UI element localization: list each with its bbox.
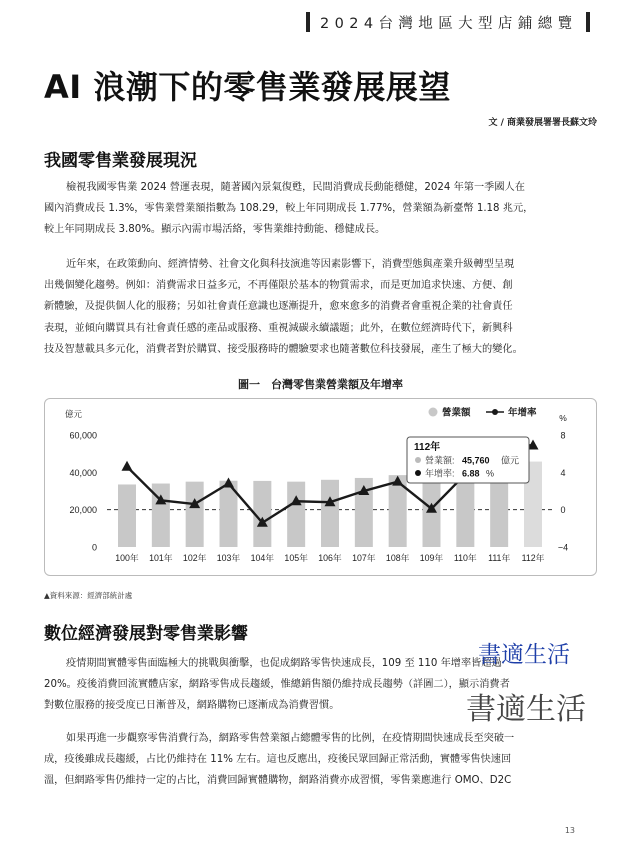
x-axis-tick-label: 101年: [149, 553, 173, 563]
paragraph-line: 出幾個變化趨勢。例如：消費需求日益多元，不再僅限於基本的物質需求，而是更加追求快速、方便、創: [44, 280, 513, 292]
paragraph-line: 表現，並傾向購買具有社會責任感的產品或服務、重視減碳永續議題；此外，在數位經濟時代下，新興科: [44, 322, 513, 334]
page-number: 13: [564, 826, 575, 835]
paragraph-line: 較上年同期成長 3.80%。顯示內需市場活絡，零售業維持動能、穩健成長。: [44, 224, 386, 236]
paragraph-line: 檢視我國零售業 2024 營運表現，隨著國內景氣復甦，民間消費成長動能穩健，2024 年第一季國人在: [66, 182, 525, 193]
tooltip-bar-label: 營業額:: [425, 455, 455, 466]
running-header: [306, 10, 590, 34]
publication-name: 2024台灣地區大型店鋪總覽: [320, 15, 578, 32]
right-axis-tick-label: −4: [557, 542, 569, 553]
x-axis-tick-label: 106年: [318, 553, 342, 563]
paragraph-line: 如果再進一步觀察零售消費行為，網路零售營業額占總體零售的比例，在疫情期間快速成長至突破一: [66, 733, 515, 744]
x-axis-tick-label: 108年: [385, 553, 410, 563]
section-heading-current-status: 我國零售業發展現況: [44, 151, 197, 171]
paragraph-line: 疫情期間實體零售面臨極大的挑戰與衝擊，也促成網路零售快速成長，109 至 110 年增率皆超過: [66, 658, 502, 669]
chart-bar: [321, 480, 339, 547]
tooltip-line-unit: %: [486, 468, 495, 479]
x-axis-tick-label: 111年: [488, 553, 511, 563]
tooltip-line-swatch: [415, 470, 421, 476]
article-title: AI 浪潮下的零售業發展展望: [44, 68, 451, 106]
tooltip-bar-value: 45,760: [462, 455, 490, 466]
left-axis-tick-label: 60,000: [69, 430, 97, 441]
paragraph-line: 近年來，在政策動向、經濟情勢、社會文化與科技演進等因素影響下，消費型態與產業升級轉型呈現: [66, 259, 515, 270]
x-axis-tick-label: 110年: [453, 553, 477, 563]
paragraph: [44, 728, 599, 792]
paragraph-line: 新體驗，及提供個人化的服務；另如社會責任意識也逐漸提升，愈來愈多的消費者會重視企業的社會責任: [44, 301, 513, 313]
figure-caption: 圖一 台灣零售業營業額及年增率: [238, 378, 403, 391]
paragraph-line: 技及智慧載具多元化，消費者對於購買、接受服務時的體驗要求也隨著數位科技發展，產生了極大的變化。: [44, 343, 523, 355]
retail-sales-chart: [44, 398, 597, 576]
watermark-blue: 書適生活: [478, 642, 570, 668]
paragraph: [44, 177, 599, 241]
figure-source: ▲資料來源：經濟部統計處: [44, 591, 133, 600]
tooltip-bar-unit: 億元: [501, 455, 520, 466]
paragraph-line: 20%。疫後消費回流實體店家，網路零售成長趨緩，惟總銷售額仍維持成長趨勢（詳圖二），顯示消費者: [44, 679, 510, 691]
x-axis-tick-label: 103年: [216, 553, 241, 563]
left-axis-tick-label: 0: [91, 542, 97, 553]
x-axis-tick-label: 105年: [284, 553, 308, 563]
tooltip-year: 112年: [414, 442, 441, 453]
tooltip-line-label: 年增率:: [425, 468, 455, 479]
left-axis-unit: 億元: [65, 409, 83, 419]
right-axis-tick-label: 0: [560, 505, 566, 516]
tooltip-line-value: 6.88: [462, 468, 480, 479]
right-axis-tick-label: 8: [560, 430, 566, 441]
legend-line-label: 年增率: [508, 407, 537, 419]
legend-line-marker: [492, 409, 498, 415]
paragraph-line: 國內消費成長 1.3%，零售業營業額指數為 108.29，較上年同期成長 1.77%，營業額為新臺幣 1.18 兆元，: [44, 203, 534, 215]
watermark-gray: 書適生活: [466, 692, 586, 727]
legend-bar-label: 營業額: [442, 407, 471, 419]
x-axis-tick-label: 100年: [115, 553, 139, 563]
x-axis-tick-label: 102年: [182, 553, 207, 563]
section-heading-digital-economy: 數位經濟發展對零售業影響: [44, 624, 248, 644]
chart-canvas: [45, 399, 598, 577]
right-axis-unit: %: [559, 413, 567, 423]
x-axis-tick-label: 104年: [250, 553, 275, 563]
header-right-rule: [586, 12, 590, 32]
paragraph: [44, 254, 599, 360]
left-axis-tick-label: 40,000: [69, 467, 97, 478]
tooltip-bar-swatch: [415, 457, 421, 463]
paragraph-line: 溫，但網路零售仍維持一定的占比，消費回歸實體購物，網路消費亦成習慣，零售業應進行 OMO、D2C: [44, 775, 512, 787]
x-axis-tick-label: 112年: [521, 553, 545, 563]
x-axis-tick-label: 109年: [419, 553, 444, 563]
chart-bar: [186, 482, 204, 547]
x-axis-tick-label: 107年: [352, 553, 376, 563]
chart-bar: [287, 482, 305, 547]
right-axis-tick-label: 4: [560, 467, 566, 478]
chart-bar: [118, 484, 136, 547]
legend-bar-swatch: [429, 408, 438, 417]
growth-rate-point: [122, 461, 133, 471]
left-axis-tick-label: 20,000: [69, 505, 97, 516]
paragraph-line: 成，疫後雖成長趨緩，占比仍維持在 11% 左右。這也反應出，疫後民眾回歸正常活動，實體零售快速回: [44, 754, 512, 766]
article-author: 文 / 商業發展署署長蘇文玲: [488, 118, 597, 128]
paragraph-line: 對數位服務的接受度已日漸普及，網路購物已逐漸成為消費習慣。: [44, 700, 340, 712]
